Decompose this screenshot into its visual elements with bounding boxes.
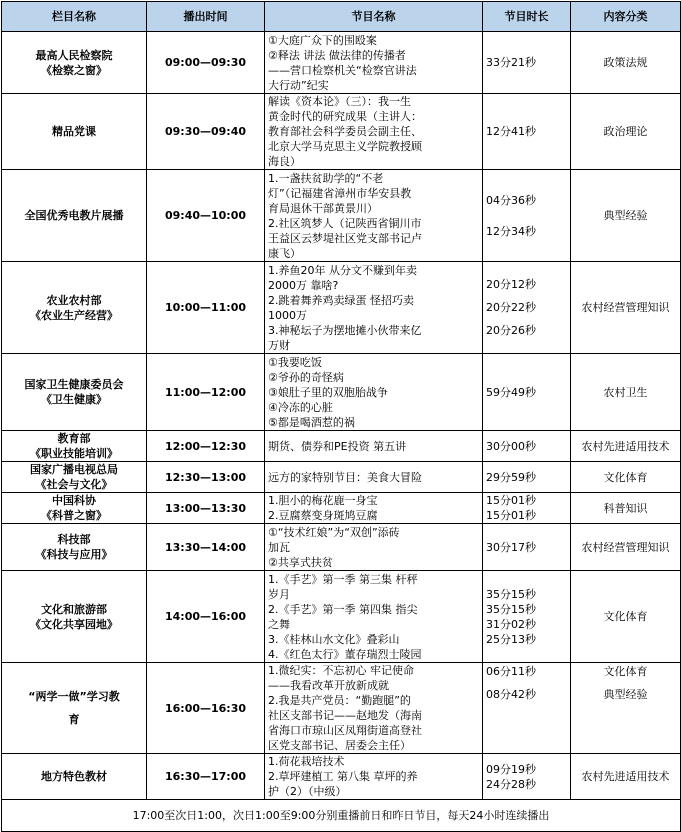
duration-value: 35分15秒: [486, 587, 536, 601]
duration-cell: [483, 462, 571, 493]
table-row: [2, 754, 681, 800]
program-line: 1000万: [268, 308, 307, 322]
category-value: 农村先进适用技术: [581, 439, 670, 453]
duration-cell: [483, 354, 571, 431]
duration-cell: [483, 493, 571, 524]
column-name-cell: [2, 571, 147, 663]
duration-cell: [483, 524, 571, 571]
column-name-line: 《卫生健康》: [41, 393, 107, 406]
category-cell: [571, 663, 681, 754]
header-row: [2, 2, 681, 32]
category-value: 科普知识: [603, 501, 648, 515]
category-cell: [571, 493, 681, 524]
column-name-line: 地方特色教材: [41, 770, 107, 783]
duration-value: 12分41秒: [486, 125, 536, 138]
program-cell: [265, 754, 483, 800]
column-name-cell: [2, 262, 147, 354]
category-value: 典型经验: [603, 688, 648, 701]
program-line: ③娘肚子里的双胞胎战争: [268, 385, 388, 399]
duration-cell: [483, 431, 571, 462]
program-line: ①我要吃饭: [268, 355, 322, 369]
time-cell: 11:00—12:00: [147, 354, 265, 431]
header-content-category: 内容分类: [571, 2, 681, 32]
column-name-cell: [2, 32, 147, 94]
time-cell: 09:00—09:30: [147, 32, 265, 94]
time-cell: 12:00—12:30: [147, 431, 265, 462]
program-line: ①“技术红娘”为“双创”添砖: [268, 525, 400, 539]
duration-cell: [483, 170, 571, 262]
time-cell: 10:00—11:00: [147, 262, 265, 354]
program-line: ——我看改革开放新成就: [268, 679, 389, 692]
duration-value: 25分13秒: [486, 632, 536, 646]
category-cell: [571, 524, 681, 571]
program-line: 区党支部书记、居委会主任）: [268, 739, 411, 752]
time-cell: 12:30—13:00: [147, 462, 265, 493]
column-name-cell: [2, 94, 147, 170]
table-row: [2, 462, 681, 493]
column-name-line: 教育部: [57, 432, 91, 445]
category-cell: [571, 94, 681, 170]
duration-value: 30分00秒: [486, 439, 536, 453]
column-name-line: 《科普之窗》: [41, 509, 107, 522]
column-name-line: 《职业技能培训》: [30, 447, 118, 460]
duration-value: 04分36秒: [486, 193, 536, 207]
program-line: 护（2）（中级）: [268, 785, 347, 798]
category-value: 农村经营管理知识: [581, 540, 670, 554]
time-cell: 16:00—16:30: [147, 663, 265, 754]
program-line: 2000万 靠啥?: [268, 278, 339, 292]
program-line: 3.神秘坛子为摆地摊小伙带来亿: [268, 323, 422, 337]
category-cell: [571, 431, 681, 462]
duration-value: 29分59秒: [486, 470, 536, 484]
footer-note: 17:00至次日1:00，次日1:00至9:00分别重播前日和昨日节目，每天24小时连续播出: [2, 800, 681, 832]
category-cell: [571, 462, 681, 493]
program-cell: [265, 170, 483, 262]
program-line: 之舞: [268, 617, 290, 631]
program-line: 海良）: [268, 155, 301, 168]
column-name-line: 精品党课: [52, 125, 96, 138]
column-name-cell: [2, 170, 147, 262]
time-cell: 16:30—17:00: [147, 754, 265, 800]
column-name-cell: [2, 462, 147, 493]
program-cell: [265, 431, 483, 462]
table-row: [2, 493, 681, 524]
program-cell: [265, 354, 483, 431]
column-name-cell: [2, 524, 147, 571]
duration-value: 15分01秒: [486, 494, 536, 507]
duration-value: 12分34秒: [486, 224, 536, 238]
program-line: 1.微纪实：不忘初心 牢记使命: [268, 664, 414, 677]
duration-value: 24分28秒: [486, 777, 536, 791]
column-name-line: 中国科协: [52, 494, 96, 507]
program-line: 省海口市琼山区凤翔街道高登社: [268, 724, 422, 737]
duration-value: 20分22秒: [486, 301, 536, 314]
table-row: [2, 32, 681, 94]
program-line: 大行动”纪实: [268, 78, 329, 92]
duration-value: 35分15秒: [486, 602, 536, 616]
column-name-line: 农业农村部: [46, 293, 102, 307]
time-cell: 09:30—09:40: [147, 94, 265, 170]
table-row: [2, 663, 681, 754]
duration-cell: [483, 754, 571, 800]
duration-cell: [483, 262, 571, 354]
program-line: ⑤都是喝酒惹的祸: [268, 415, 355, 429]
category-cell: [571, 354, 681, 431]
time-cell: 09:40—10:00: [147, 170, 265, 262]
column-name-line: 育: [68, 713, 80, 726]
column-name-cell: [2, 493, 147, 524]
duration-cell: [483, 571, 571, 663]
category-value: 文化体育: [603, 610, 648, 623]
program-line: ②共享式扶贫: [268, 555, 333, 569]
column-name-line: 《农业生产经营》: [30, 308, 118, 322]
program-line: 康飞）: [268, 246, 301, 260]
duration-value: 33分21秒: [486, 56, 536, 69]
schedule-table: [1, 1, 681, 832]
duration-value: 59分49秒: [486, 385, 536, 399]
column-name-line: 全国优秀电教片展播: [24, 209, 124, 222]
category-cell: [571, 262, 681, 354]
duration-cell: [483, 32, 571, 94]
time-cell: 14:00—16:00: [147, 571, 265, 663]
header-program-duration: 节目时长: [483, 2, 571, 32]
program-line: 解读《资本论》（三）：我一生: [268, 95, 411, 108]
table-row: [2, 94, 681, 170]
header-program-name: 节目名称: [265, 2, 483, 32]
program-line: 2.《手艺》第一季 第四集 指尖: [268, 602, 418, 616]
header-broadcast-time: 播出时间: [147, 2, 265, 32]
category-value: 政策法规: [603, 56, 648, 69]
program-line: 社区支部书记——赵地发（海南: [268, 709, 422, 722]
program-cell: [265, 571, 483, 663]
program-line: 3.《桂林山水文化》叠彩山: [268, 632, 400, 646]
program-cell: [265, 663, 483, 754]
time-cell: 13:00—13:30: [147, 493, 265, 524]
program-line: 育局退休干部黄景川）: [268, 201, 378, 215]
program-line: 远方的家特别节目：美食大冒险: [268, 470, 422, 484]
category-cell: [571, 571, 681, 663]
duration-value: 20分26秒: [486, 324, 536, 337]
program-line: 4.《红色太行》董存瑞烈士陵园: [268, 647, 422, 661]
program-line: ②爷孙的奇怪病: [268, 370, 344, 384]
duration-value: 30分17秒: [486, 540, 536, 554]
program-line: 1.一盏扶贫助学的“不老: [268, 171, 384, 185]
program-line: 2.社区筑梦人（记陕西省铜川市: [268, 216, 422, 230]
table-row: [2, 262, 681, 354]
program-line: 1.荷花栽培技术: [268, 755, 345, 768]
category-value: 文化体育: [603, 665, 648, 678]
duration-value: 08分42秒: [486, 688, 536, 701]
program-line: 2.跳着舞养鸡卖绿蛋 怪招巧卖: [268, 293, 414, 307]
category-value: 文化体育: [603, 470, 648, 484]
program-cell: [265, 262, 483, 354]
program-cell: [265, 493, 483, 524]
program-line: ①大庭广众下的围殴案: [268, 33, 377, 47]
column-name-cell: [2, 431, 147, 462]
duration-cell: [483, 663, 571, 754]
header-column-name: 栏目名称: [2, 2, 147, 32]
category-cell: [571, 32, 681, 94]
program-line: ②释法 讲法 做法律的传播者: [268, 48, 406, 62]
duration-value: 20分12秒: [486, 278, 536, 291]
column-name-line: 《文化共享园地》: [30, 617, 118, 631]
program-line: ④冷冻的心脏: [268, 400, 333, 414]
program-line: ——营口检察机关“检察官讲法: [268, 63, 417, 77]
column-name-line: 《科技与应用》: [35, 548, 113, 561]
program-line: 北京大学马克思主义学院教授顾: [268, 140, 422, 153]
column-name-line: 最高人民检察院: [35, 48, 113, 62]
program-line: 2.豆腐蔡变身斑鸠豆腐: [268, 509, 378, 522]
category-cell: [571, 754, 681, 800]
program-line: 万财: [268, 338, 290, 352]
duration-cell: [483, 94, 571, 170]
program-line: 王益区云梦堤社区党支部书记卢: [268, 231, 422, 245]
category-cell: [571, 170, 681, 262]
duration-value: 09分19秒: [486, 762, 536, 776]
program-line: 1.养鱼20年 从分文不赚到年卖: [268, 263, 417, 277]
table-row: [2, 571, 681, 663]
duration-value: 31分02秒: [486, 617, 536, 631]
column-name-cell: [2, 754, 147, 800]
category-value: 农村先进适用技术: [581, 770, 670, 783]
program-line: 2.我是共产党员：“勤跑腿”的: [268, 694, 411, 707]
footer-row: [2, 800, 681, 832]
category-value: 典型经验: [603, 209, 648, 222]
program-line: 黄金时代的研究成果（主讲人：: [268, 110, 422, 123]
column-name-line: 《社会与文化》: [35, 478, 113, 491]
duration-value: 06分11秒: [486, 665, 536, 678]
program-cell: [265, 32, 483, 94]
table-row: [2, 431, 681, 462]
column-name-line: 国家广播电视总局: [30, 463, 118, 476]
column-name-line: “两学一做”学习教: [28, 690, 120, 703]
column-name-line: 文化和旅游部: [41, 602, 107, 616]
program-line: 2.草坪建植工 第八集 草坪的养: [268, 770, 418, 783]
program-cell: [265, 462, 483, 493]
table-row: [2, 170, 681, 262]
table-row: [2, 524, 681, 571]
column-name-line: 《检察之窗》: [41, 63, 107, 77]
category-value: 政治理论: [603, 125, 648, 138]
program-line: 1.《手艺》第一季 第三集 杆秤: [268, 572, 418, 586]
program-cell: [265, 94, 483, 170]
program-cell: [265, 524, 483, 571]
time-cell: 13:30—14:00: [147, 524, 265, 571]
column-name-cell: [2, 663, 147, 754]
table-row: [2, 354, 681, 431]
category-value: 农村卫生: [603, 385, 648, 399]
duration-value: 15分01秒: [486, 509, 536, 522]
program-line: 岁月: [268, 587, 290, 601]
program-line: 教育部社会科学委员会副主任、: [268, 125, 422, 138]
category-value: 农村经营管理知识: [581, 301, 670, 314]
program-line: 灯”（记福建省漳州市华安县教: [268, 186, 412, 200]
program-line: 期货、债券和PE投资 第五讲: [268, 439, 407, 453]
program-line: 加瓦: [268, 540, 290, 554]
column-name-line: 科技部: [57, 533, 91, 546]
program-line: 1.胆小的梅花鹿一身宝: [268, 494, 378, 507]
column-name-cell: [2, 354, 147, 431]
column-name-line: 国家卫生健康委员会: [24, 378, 124, 391]
